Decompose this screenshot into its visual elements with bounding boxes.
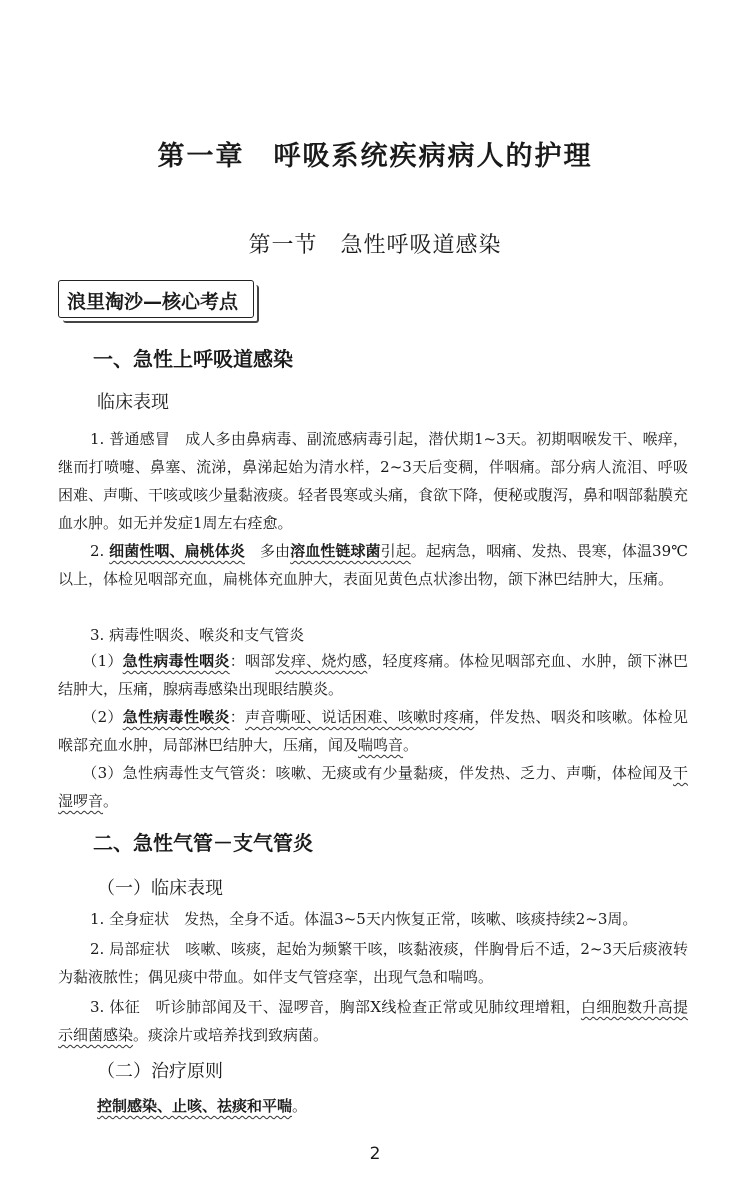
core-points-box	[58, 280, 254, 318]
text: 。	[403, 736, 419, 754]
text: 急性病毒性咽炎	[122, 652, 230, 670]
paragraph-viral-laryngitis	[58, 703, 688, 759]
text: 3. 病毒性咽炎、喉炎和支气管炎	[90, 626, 305, 644]
text: （1）	[82, 652, 123, 670]
paragraph-common-cold	[58, 425, 688, 537]
text: 细菌性咽、扁桃体炎	[109, 542, 245, 560]
heading-acute-bronchitis: 二、急性气管－支气管炎	[93, 831, 313, 855]
subheading-clinical: 临床表现	[97, 392, 169, 413]
subheading-treatment: （二）治疗原则	[97, 1061, 223, 1082]
text: （3）急性病毒性支气管炎：咳嗽、无痰或有少量黏痰，伴发热、乏力、声嘶，体检闻及	[82, 764, 673, 782]
text: 声音嘶哑、说话困难、咳嗽时疼痛	[244, 708, 475, 726]
paragraph-viral-pharyngitis	[58, 647, 688, 703]
paragraph-local	[58, 935, 688, 991]
text: 发痒、烧灼感	[275, 652, 368, 670]
subheading-clinical-2: （一）临床表现	[97, 878, 223, 899]
paragraph-bacterial-pharyngitis	[58, 537, 688, 593]
text: 溶血性链球菌	[290, 542, 381, 560]
text: 喘鸣音	[358, 736, 404, 754]
text: 。	[292, 1097, 308, 1115]
paragraph-viral-title	[58, 621, 688, 649]
text: 急性病毒性喉炎	[122, 708, 230, 726]
text: 1. 全身症状 发热，全身不适。体温3~5天内恢复正常，咳嗽、咳痰持续2~3周。	[90, 910, 638, 928]
heading-acute-upper-respiratory: 一、急性上呼吸道感染	[93, 347, 293, 371]
paragraph-signs	[58, 993, 688, 1049]
section-title: 第一节 急性呼吸道感染	[248, 233, 502, 258]
text: 干湿啰音	[58, 764, 688, 810]
text: （2）	[82, 708, 123, 726]
paragraph-viral-bronchitis	[58, 759, 688, 815]
text: 多由	[244, 542, 291, 560]
text: 2.	[90, 542, 110, 560]
page-number: 2	[369, 1144, 381, 1164]
text: 白细胞数升高提示细菌感染	[58, 998, 688, 1044]
core-points-label: 浪里淘沙—核心考点	[67, 291, 239, 313]
paragraph-systemic	[58, 905, 688, 933]
text: 2. 局部症状 咳嗽、咳痰，起始为频繁干咳，咳黏液痰，伴胸骨后不适，2~3天后痰液转为黏液脓性；偶见痰中带血。如伴支气管痉挛，出现气急和喘鸣。	[58, 940, 688, 986]
text: 。痰涂片或培养找到致病菌。	[133, 1026, 329, 1044]
text: ：咽部	[229, 652, 276, 670]
text: 3. 体征 听诊肺部闻及干、湿啰音，胸部X线检查正常或见肺纹理增粗，	[90, 998, 581, 1016]
text: ：	[229, 708, 245, 726]
text: 控制感染、止咳、祛痰和平喘	[97, 1097, 293, 1115]
chapter-title: 第一章 呼吸系统疾病病人的护理	[157, 141, 593, 172]
text: 。起病急，咽痛、发热、畏寒，体温39℃以上，体检见咽部充血，扁桃体充血肿大，表面见黄色点状渗出物，颌下淋巴结肿大，压痛。	[58, 542, 688, 588]
text: 。	[103, 792, 119, 810]
paragraph-treatment	[97, 1092, 687, 1120]
text: ，轻度疼痛。体检见咽部充血、水肿，颌下淋巴结肿大，压痛，腺病毒感染出现眼结膜炎。	[58, 652, 688, 698]
text: 引起	[380, 542, 411, 560]
text: 1. 普通感冒 成人多由鼻病毒、副流感病毒引起，潜伏期1~3天。初期咽喉发干、喉痒，继而打喷嚏、鼻塞、流涕，鼻涕起始为清水样，2~3天后变稠，伴咽痛。部分病人流泪、呼吸困难、声嘶、干咳或咳少量黏液痰。轻者畏寒或头痛，食欲下降，便秘或腹泻，鼻和咽部黏膜充血水肿。如无并发症1周左右痊愈。	[58, 430, 689, 532]
text: ，伴发热、咽炎和咳嗽。体检见喉部充血水肿，局部淋巴结肿大，压痛，闻及	[58, 708, 688, 754]
